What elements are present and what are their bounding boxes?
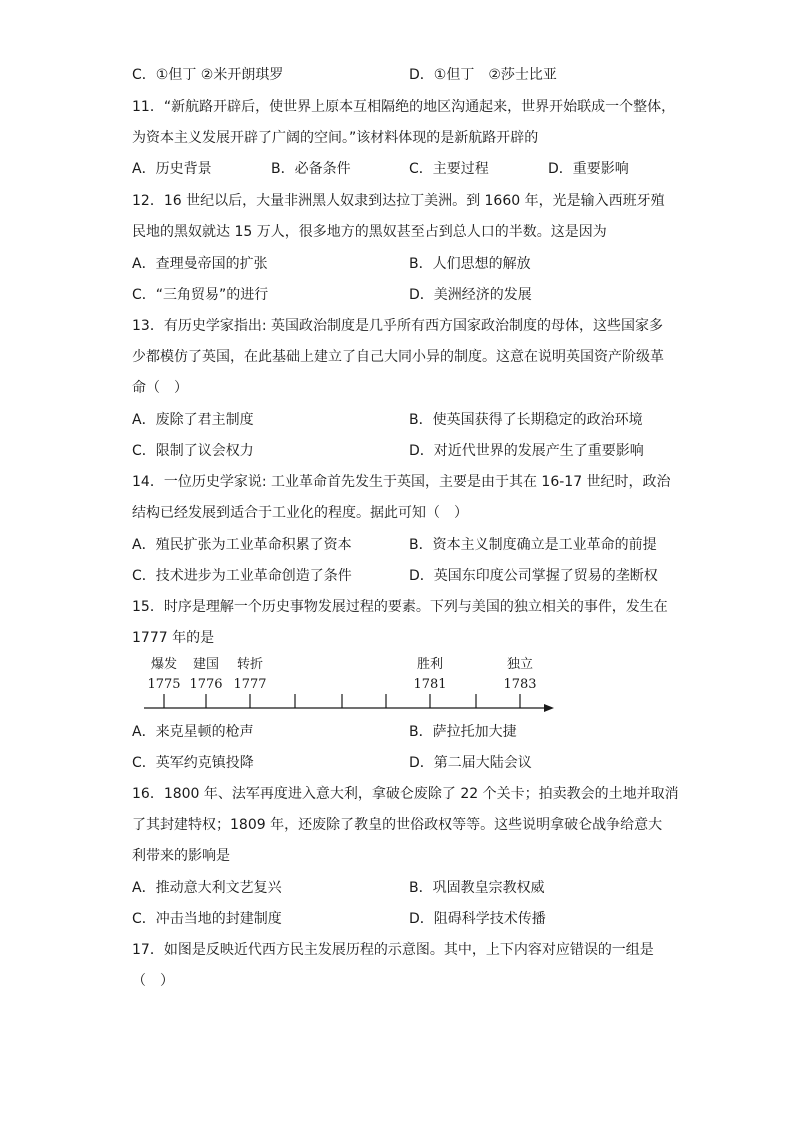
timeline-event-year: 1777 — [233, 677, 267, 692]
q15-option-d: D．第二届大陆会议 — [409, 755, 532, 771]
timeline-event-year: 1776 — [189, 677, 223, 692]
timeline-event-year: 1775 — [147, 677, 181, 692]
q14-option-a: A．殖民扩张为工业革命积累了资本 — [132, 537, 352, 553]
q14-stem-line1: 14．一位历史学家说: 工业革命首先发生于英国，主要是由于其在 16-17 世纪时，政治 — [132, 474, 671, 490]
timeline-event-label: 转折 — [236, 657, 264, 672]
q13-option-d: D．对近代世界的发展产生了重要影响 — [409, 443, 644, 459]
q11-option-b: B．必备条件 — [271, 161, 351, 177]
q13-option-a: A．废除了君主制度 — [132, 412, 254, 428]
q16-stem-line1: 16．1800 年、法军再度进入意大利，拿破仑废除了 22 个关卡；拍卖教会的土地并取消 — [132, 786, 679, 802]
timeline-event-label: 建国 — [192, 657, 220, 672]
timeline-event-label: 爆发 — [150, 657, 178, 672]
q14-option-c: C．技术进步为工业革命创造了条件 — [132, 568, 352, 584]
q14-stem-line2: 结构已经发展到适合于工业化的程度。据此可知（ ） — [132, 505, 468, 521]
q14-option-d: D．英国东印度公司掌握了贸易的垄断权 — [409, 568, 658, 584]
q10-option-d: D．①但丁 ②莎士比亚 — [409, 67, 557, 83]
q15-option-a: A．来克星顿的枪声 — [132, 724, 254, 740]
q12-option-a: A．查理曼帝国的扩张 — [132, 256, 268, 272]
timeline-event-label: 胜利 — [416, 657, 444, 672]
q11-option-d: D．重要影响 — [548, 161, 629, 177]
q16-stem-line2: 了其封建特权；1809 年，还废除了教皇的世俗政权等等。这些说明拿破仑战争给意大 — [132, 817, 663, 833]
q13-option-c: C．限制了议会权力 — [132, 443, 254, 459]
q11-option-a: A．历史背景 — [132, 161, 212, 177]
q12-option-c: C．“三角贸易”的进行 — [132, 287, 269, 303]
q16-option-b: B．巩固教皇宗教权威 — [409, 880, 545, 896]
q16-option-d: D．阻碍科学技术传播 — [409, 911, 546, 927]
timeline-event-year: 1783 — [503, 677, 537, 692]
q12-option-d: D．美洲经济的发展 — [409, 287, 532, 303]
q11-stem-line2: 为资本主义发展开辟了广阔的空间。”该材料体现的是新航路开辟的 — [132, 130, 539, 146]
q15-option-c: C．英军约克镇投降 — [132, 755, 254, 771]
q12-stem-line2: 民地的黑奴就达 15 万人，很多地方的黑奴甚至占到总人口的半数。这是因为 — [132, 224, 607, 240]
q15-stem-line1: 15．时序是理解一个历史事物发展过程的要素。下列与美国的独立相关的事件，发生在 — [132, 599, 668, 615]
q14-option-b: B．资本主义制度确立是工业革命的前提 — [409, 537, 657, 553]
q13-stem-line2: 少都模仿了英国，在此基础上建立了自己大同小异的制度。这意在说明英国资产阶级革 — [132, 349, 664, 365]
q17-stem-line2: （ ） — [132, 973, 174, 989]
q13-stem-line3: 命（ ） — [132, 380, 188, 396]
q12-stem-line1: 12．16 世纪以后，大量非洲黑人奴隶到达拉丁美洲。到 1660 年，光是输入西班牙殖 — [132, 193, 665, 209]
q13-option-b: B．使英国获得了长期稳定的政治环境 — [409, 412, 643, 428]
timeline-event-label: 独立 — [506, 657, 534, 672]
q13-stem-line1: 13．有历史学家指出: 英国政治制度是几乎所有西方国家政治制度的母体，这些国家多 — [132, 318, 663, 334]
timeline-event-year: 1781 — [413, 677, 447, 692]
q15-stem-line2: 1777 年的是 — [132, 630, 215, 646]
q15-option-b: B．萨拉托加大捷 — [409, 724, 517, 740]
q11-option-c: C．主要过程 — [409, 161, 489, 177]
q17-stem-line1: 17．如图是反映近代西方民主发展历程的示意图。其中，上下内容对应错误的一组是 — [132, 942, 654, 958]
q16-option-a: A．推动意大利文艺复兴 — [132, 880, 282, 896]
q12-option-b: B．人们思想的解放 — [409, 256, 531, 272]
timeline-arrow — [544, 704, 554, 712]
q11-stem-line1: 11．“新航路开辟后，使世界上原本互相隔绝的地区沟通起来，世界开始联成一个整体， — [132, 99, 676, 115]
q16-stem-line3: 利带来的影响是 — [132, 848, 230, 864]
q16-option-c: C．冲击当地的封建制度 — [132, 911, 282, 927]
q10-option-c: C．①但丁 ②米开朗琪罗 — [132, 67, 284, 83]
q15-timeline — [140, 652, 570, 722]
